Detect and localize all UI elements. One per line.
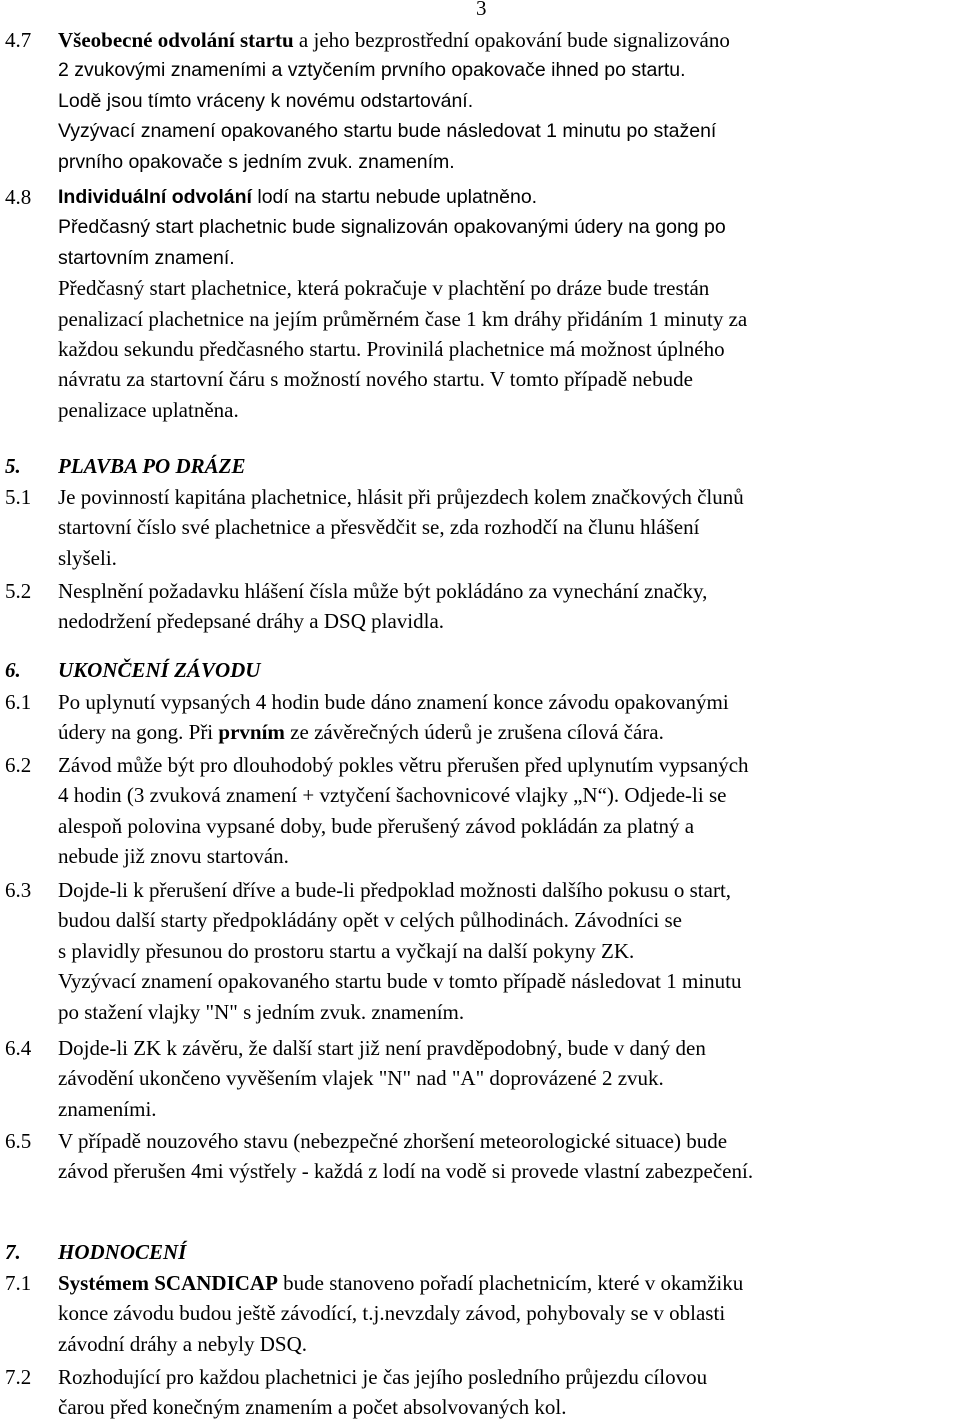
section-6-2 — [0, 750, 960, 872]
text-line — [58, 182, 960, 212]
section-number: 7.1 — [5, 1271, 32, 1295]
heading-title: PLAVBA PO DRÁZE — [58, 454, 246, 478]
text-line: Rozhodující pro každou plachetnici je čas jejího posledního průjezdu cílovou — [58, 1365, 708, 1389]
section-number: 5.2 — [5, 579, 32, 603]
text-line: prvního opakovače s jedním zvuk. znamením. — [58, 150, 455, 173]
text-line: znameními. — [58, 1096, 157, 1121]
section-6-3 — [0, 875, 960, 1027]
section-7-2 — [0, 1362, 960, 1423]
text-line: penalizace uplatněna. — [58, 397, 239, 422]
page-number: 3 — [476, 0, 487, 20]
text-line: 2 zvukovými znameními a vztyčením prvního opakovače ihned po startu. — [58, 59, 686, 82]
section-number: 6.1 — [5, 690, 32, 714]
text-line: Vyzývací znamení opakovaného startu bude v tomto případě následovat 1 minutu — [58, 969, 742, 994]
text-line: Dojde-li k přerušení dříve a bude-li předpoklad možnosti dalšího pokusu o start, — [58, 878, 732, 902]
text-line: alespoň polovina vypsané doby, bude přerušený závod pokládán za platný a — [58, 813, 695, 838]
heading-title: UKONČENÍ ZÁVODU — [58, 658, 261, 682]
section-4-7 — [0, 25, 960, 177]
section-5-1 — [0, 482, 960, 573]
text-line: Nesplnění požadavku hlášení čísla může být pokládáno za vynechání značky, — [58, 579, 708, 603]
text-line — [58, 1268, 960, 1298]
text-fragment: a jeho bezprostřední opakování bude signalizováno — [293, 28, 730, 52]
text-line: Lodě jsou tímto vráceny k novému odstartování. — [58, 89, 474, 112]
text-line: startovní číslo své plachetnice a přesvědčit se, zda rozhodčí na člunu hlášení — [58, 515, 700, 540]
heading-number: 7. — [5, 1240, 21, 1264]
text-line: startovním znamení. — [58, 246, 235, 269]
text-line: Závod může být pro dlouhodobý pokles větru přerušen před uplynutím vypsaných — [58, 753, 749, 777]
text-line: čarou před konečným znamením a počet absolvovaných kol. — [58, 1395, 567, 1420]
section-number: 5.1 — [5, 485, 32, 509]
text-line: Vyzývací znamení opakovaného startu bude následovat 1 minutu po stažení — [58, 120, 717, 143]
text-line: 4 hodin (3 zvuková znamení + vztyčení šachovnicové vlajky „N“). Odjede-li se — [58, 783, 727, 808]
text-fragment: bude stanoveno pořadí plachetnicím, které v okamžiku — [277, 1271, 744, 1295]
text-line: Po uplynutí vypsaných 4 hodin bude dáno znamení konce závodu opakovanými — [58, 690, 729, 714]
text-fragment: lodí na startu nebude uplatněno. — [251, 186, 538, 208]
text-line: nebude již znovu startován. — [58, 844, 289, 869]
section-4-8 — [0, 182, 960, 425]
section-number: 4.8 — [5, 185, 32, 209]
section-6-1 — [0, 687, 960, 748]
text-line: budou další starty předpokládány opět v celých půlhodinách. Závodníci se — [58, 908, 683, 933]
section-number: 6.5 — [5, 1129, 32, 1153]
heading-number: 6. — [5, 658, 21, 682]
section-6-4 — [0, 1033, 960, 1124]
section-heading-7 — [0, 1237, 960, 1267]
text-line: Předčasný start plachetnice, která pokračuje v plachtění po dráze bude trestán — [58, 276, 710, 301]
text-line: závodění ukončeno vyvěšením vlajek "N" nad "A" doprovázené 2 zvuk. — [58, 1066, 664, 1091]
section-7-1 — [0, 1268, 960, 1359]
bold-term: Individuální odvolání — [58, 186, 252, 208]
heading-number: 5. — [5, 454, 21, 478]
section-number: 6.2 — [5, 753, 32, 777]
text-line: slyšeli. — [58, 545, 117, 570]
text-line: každou sekundu předčasného startu. Provinilá plachetnice má možnost úplného — [58, 337, 725, 362]
text-line: Je povinností kapitána plachetnice, hlásit při průjezdech kolem značkových člunů — [58, 485, 744, 509]
text-line: po stažení vlajky "N" s jedním zvuk. znamením. — [58, 999, 465, 1024]
bold-term: Systémem SCANDICAP — [58, 1271, 278, 1295]
text-line: závod přerušen 4mi výstřely - každá z lodí na vodě si provede vlastní zabezpečení. — [58, 1159, 754, 1184]
text-line — [58, 717, 960, 747]
bold-term: prvním — [218, 720, 285, 745]
text-fragment: ze závěrečných úderů je zrušena cílová čára. — [284, 720, 664, 745]
text-line: V případě nouzového stavu (nebezpečné zhoršení meteorologické situace) bude — [58, 1129, 728, 1153]
text-line: s plavidly přesunou do prostoru startu a vyčkají na další pokyny ZK. — [58, 938, 635, 963]
bold-term: Všeobecné odvolání startu — [58, 28, 294, 52]
text-line: Předčasný start plachetnic bude signalizován opakovanými údery na gong po — [58, 216, 726, 239]
section-heading-5 — [0, 451, 960, 481]
text-line: návratu za startovní čáru s možností nového startu. V tomto případě nebude — [58, 367, 693, 392]
section-number: 4.7 — [5, 28, 32, 52]
section-5-2 — [0, 576, 960, 637]
section-number: 6.3 — [5, 878, 32, 902]
section-number: 7.2 — [5, 1365, 32, 1389]
text-line: penalizací plachetnice na jejím průměrném čase 1 km dráhy přidáním 1 minuty za — [58, 306, 748, 331]
text-line: konce závodu budou ještě závodící, t.j.nevzdaly závod, pohybovaly se v oblasti — [58, 1301, 726, 1326]
text-line — [58, 25, 960, 55]
text-fragment: údery na gong. Při — [58, 720, 219, 745]
section-number: 6.4 — [5, 1036, 32, 1060]
section-heading-6 — [0, 655, 960, 685]
text-line: závodní dráhy a nebyly DSQ. — [58, 1331, 308, 1356]
section-6-5 — [0, 1126, 960, 1187]
text-line: Dojde-li ZK k závěru, že další start již není pravděpodobný, bude v daný den — [58, 1036, 706, 1060]
heading-title: HODNOCENÍ — [58, 1240, 187, 1264]
text-line: nedodržení předepsané dráhy a DSQ plavidla. — [58, 609, 445, 634]
